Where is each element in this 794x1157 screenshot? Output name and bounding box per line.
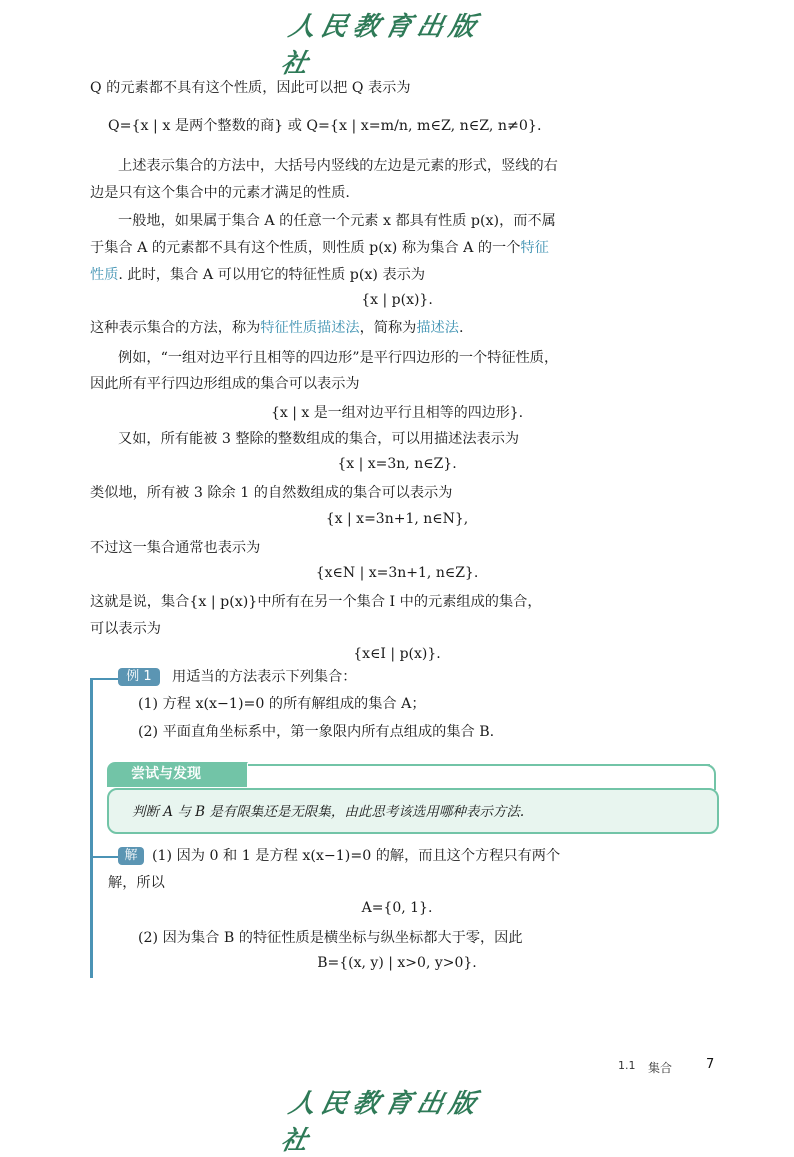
term-highlight: 特征性质描述法	[260, 320, 360, 336]
solution-formula: B={(x, y) | x>0, y>0}.	[317, 955, 477, 971]
example-connector	[90, 678, 118, 680]
solution-connector	[90, 856, 118, 858]
solution-line: (1) 因为 0 和 1 是方程 x(x−1)=0 的解，而且这个方程只有两个	[152, 848, 561, 864]
solution-badge: 解	[118, 847, 144, 865]
text-line: 因此所有平行四边形组成的集合可以表示为	[90, 376, 360, 392]
publisher-logo-bottom: 人民教育出版社	[278, 1089, 485, 1156]
text-line: 类似地，所有被 3 除余 1 的自然数组成的集合可以表示为	[90, 485, 453, 501]
text-line: 不过这一集合通常也表示为	[90, 540, 261, 556]
text-line: 上述表示集合的方法中，大括号内竖线的左边是元素的形式，竖线的右	[118, 158, 558, 174]
try-discover-title: 尝试与发现	[107, 762, 247, 787]
example-item: (2) 平面直角坐标系中，第一象限内所有点组成的集合 B.	[138, 724, 495, 740]
text-line: Q 的元素都不具有这个性质，因此可以把 Q 表示为	[90, 80, 411, 96]
footer-section-number: 1.1	[618, 1059, 636, 1072]
text-line	[90, 318, 463, 338]
text-line: 这就是说，集合{x | p(x)}中所有在另一个集合 I 中的元素组成的集合，	[90, 594, 542, 610]
example-item: (1) 方程 x(x−1)=0 的所有解组成的集合 A；	[138, 696, 426, 712]
text-segment: 于集合 A 的元素都不具有这个性质，则性质 p(x) 称为集合 A 的一个	[90, 240, 521, 256]
try-discover-text: 判断 A 与 B 是有限集还是无限集，由此思考该选用哪种表示方法.	[132, 804, 525, 820]
text-line	[90, 265, 425, 285]
term-highlight: 特征	[520, 240, 549, 256]
try-box-top-border	[248, 764, 710, 766]
formula: {x | x=3n, n∈Z}.	[337, 456, 457, 472]
solution-line: (2) 因为集合 B 的特征性质是横坐标与纵坐标都大于零，因此	[138, 930, 523, 946]
text-segment: .	[458, 320, 464, 336]
publisher-logo-top: 人民教育出版社	[278, 12, 485, 79]
formula: {x | p(x)}.	[361, 292, 433, 308]
example-badge: 例 1	[118, 668, 160, 686]
formula: {x | x 是一组对边平行且相等的四边形}.	[270, 405, 524, 421]
term-highlight: 描述法	[416, 320, 459, 336]
text-line: 一般地，如果属于集合 A 的任意一个元素 x 都具有性质 p(x)，而不属	[118, 213, 556, 229]
solution-line: 解，所以	[108, 875, 165, 891]
text-line: 例如，“一组对边平行且相等的四边形”是平行四边形的一个特征性质，	[118, 350, 559, 366]
example-prompt: 用适当的方法表示下列集合：	[172, 669, 357, 685]
term-highlight: 性质	[90, 267, 119, 283]
text-line: 边是只有这个集合中的元素才满足的性质.	[90, 185, 350, 201]
formula: {x∈N | x=3n+1, n∈Z}.	[315, 565, 479, 581]
text-segment: 这种表示集合的方法，称为	[90, 320, 261, 336]
formula: {x | x=3n+1, n∈N},	[325, 511, 469, 527]
text-line	[90, 238, 549, 258]
example-sidebar-line	[90, 678, 93, 978]
text-segment: ，简称为	[359, 320, 417, 336]
text-line: 又如，所有能被 3 整除的整数组成的集合，可以用描述法表示为	[118, 431, 520, 447]
footer-section-title: 集合	[648, 1061, 673, 1075]
solution-formula: A={0, 1}.	[361, 900, 433, 916]
page-number: 7	[706, 1057, 715, 1072]
text-line: 可以表示为	[90, 621, 161, 637]
formula-q: Q={x | x 是两个整数的商} 或 Q={x | x=m/n, m∈Z, n∈Z, n≠0}.	[108, 118, 542, 134]
text-segment: . 此时，集合 A 可以用它的特征性质 p(x) 表示为	[118, 267, 426, 283]
formula: {x∈I | p(x)}.	[353, 646, 441, 662]
try-box-corner	[700, 764, 716, 790]
